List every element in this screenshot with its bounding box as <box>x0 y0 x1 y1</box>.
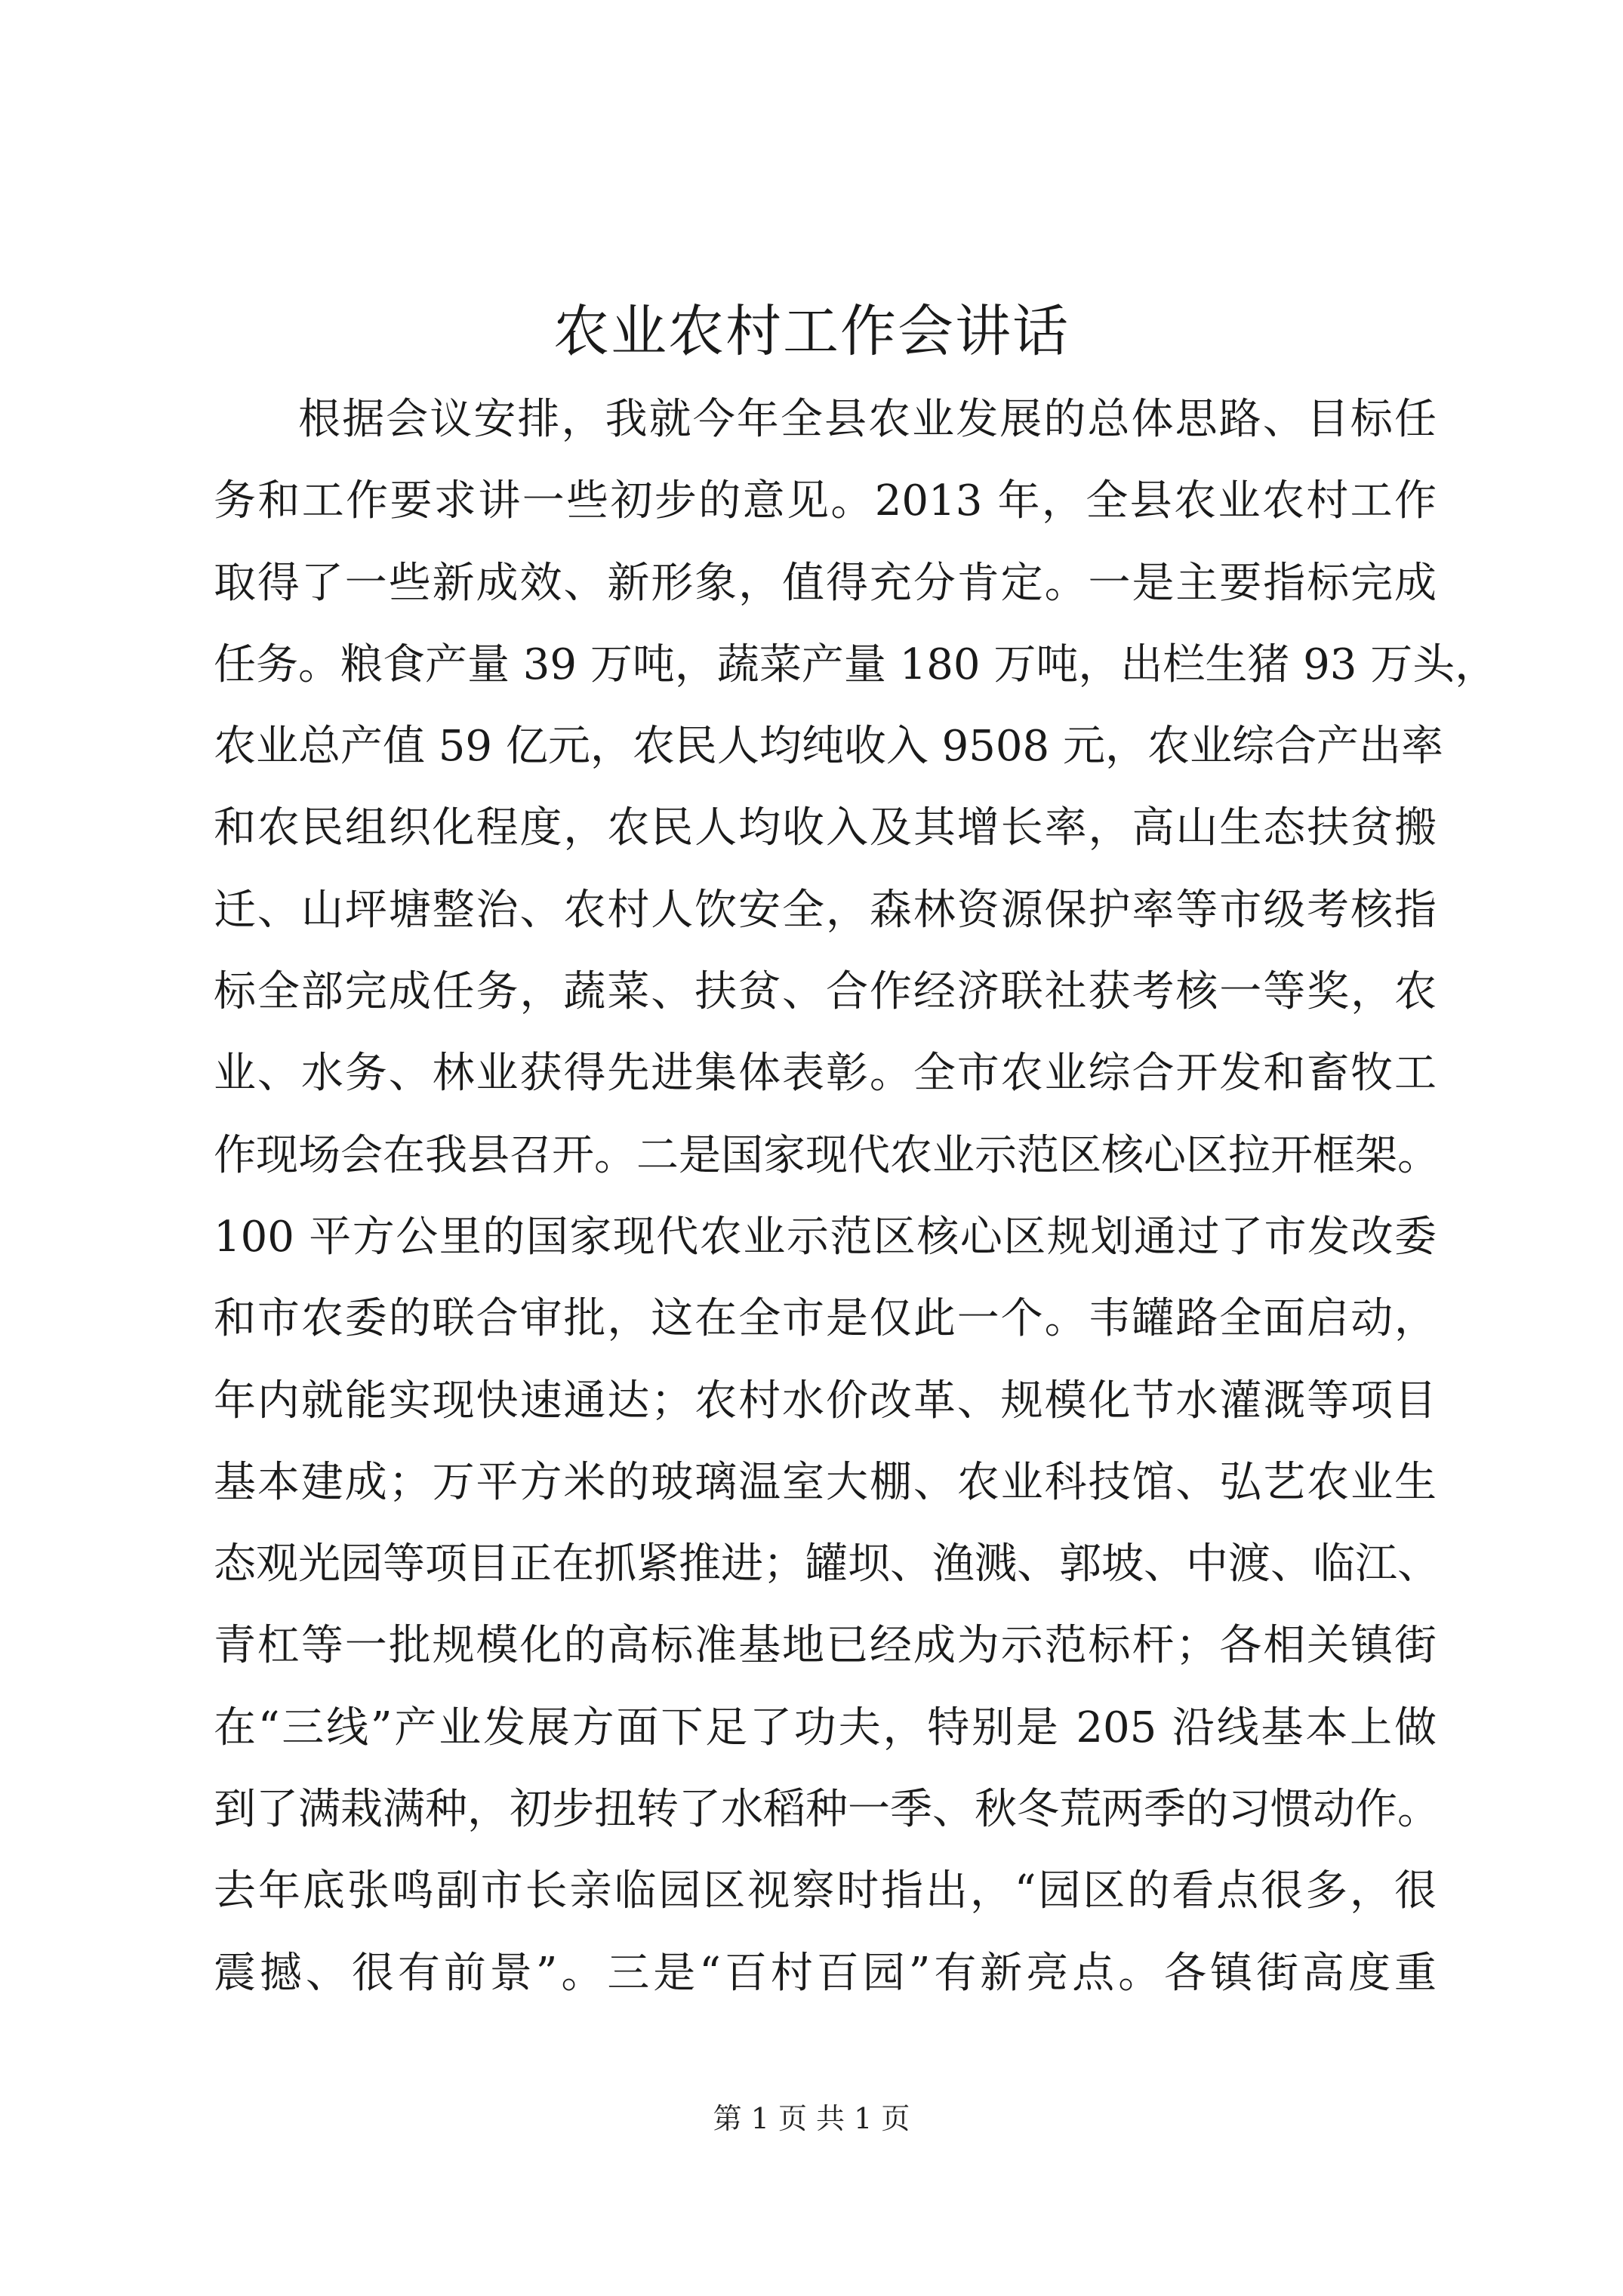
body-line-15: 态观光园等项目正在抓紧推进；罐坝、渔溅、郭坡、中渡、临江、 <box>214 1539 1440 1589</box>
body-line-10: 作现场会在我县召开。二是国家现代农业示范区核心区拉开框架。 <box>214 1130 1440 1180</box>
body-line-13: 年内就能实现快速通达；农村水价改革、规模化节水灌溉等项目 <box>214 1376 1437 1425</box>
body-line-6: 和农民组织化程度，农民人均收入及其增长率，高山生态扶贫搬 <box>214 803 1437 853</box>
document-title: 农业农村工作会讲话 <box>553 299 1070 364</box>
body-line-20: 震撼、很有前景”。三是“百村百园”有新亮点。各镇街高度重 <box>214 1948 1437 1998</box>
body-line-8: 标全部完成任务，蔬菜、扶贫、合作经济联社获考核一等奖，农 <box>214 967 1437 1017</box>
body-line-2: 务和工作要求讲一些初步的意见。2013 年，全县农业农村工作 <box>214 476 1437 526</box>
body-line-1: 根据会议安排，我就今年全县农业发展的总体思路、目标任 <box>298 395 1437 444</box>
body-line-3: 取得了一些新成效、新形象，值得充分肯定。一是主要指标完成 <box>214 558 1437 608</box>
body-line-14: 基本建成；万平方米的玻璃温室大棚、农业科技馆、弘艺农业生 <box>214 1457 1437 1507</box>
body-line-17: 在“三线”产业发展方面下足了功夫，特别是 205 沿线基本上做 <box>214 1703 1437 1752</box>
body-line-11: 100 平方公里的国家现代农业示范区核心区规划通过了市发改委 <box>214 1212 1437 1262</box>
body-line-9: 业、水务、林业获得先进集体表彰。全市农业综合开发和畜牧工 <box>214 1049 1437 1099</box>
document-body <box>214 379 1498 2014</box>
page-footer: 第 1 页 共 1 页 <box>713 2102 910 2135</box>
body-line-7: 迁、山坪塘整治、农村人饮安全，森林资源保护率等市级考核指 <box>214 885 1437 935</box>
body-line-4: 任务。粮食产量 39 万吨，蔬菜产量 180 万吨，出栏生猪 93 万头， <box>214 639 1498 689</box>
body-line-16: 青杠等一批规模化的高标准基地已经成为示范标杆；各相关镇街 <box>214 1621 1437 1671</box>
body-line-19: 去年底张鸣副市长亲临园区视察时指出，“园区的看点很多，很 <box>214 1866 1437 1916</box>
body-line-18: 到了满栽满种，初步扭转了水稻种一季、秋冬荒两季的习惯动作。 <box>214 1785 1440 1835</box>
body-line-5: 农业总产值 59 亿元，农民人均纯收入 9508 元，农业综合产出率 <box>214 722 1443 772</box>
body-line-12: 和市农委的联合审批，这在全市是仅此一个。韦罐路全面启动， <box>214 1294 1437 1344</box>
